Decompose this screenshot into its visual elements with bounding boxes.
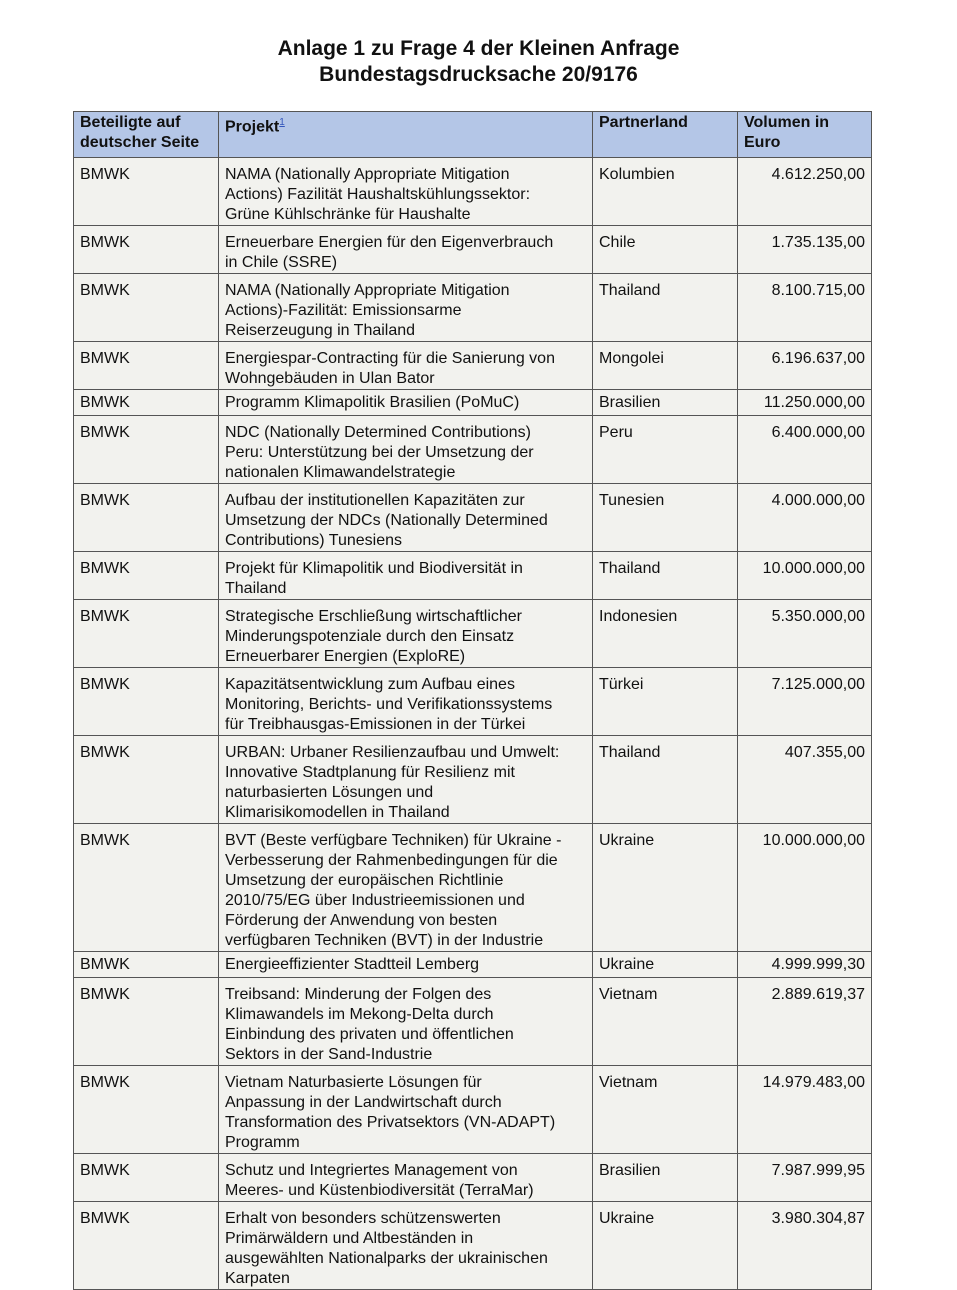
table-row xyxy=(74,600,872,668)
table-row xyxy=(74,668,872,736)
table-row xyxy=(74,1154,872,1202)
document-title-line-1: Anlage 1 zu Frage 4 der Kleinen Anfrage xyxy=(277,37,680,60)
cell-project: Programm Klimapolitik Brasilien (PoMuC) xyxy=(219,390,593,416)
cell-actor: BMWK xyxy=(74,416,219,484)
cell-actor: BMWK xyxy=(74,484,219,552)
cell-actor: BMWK xyxy=(74,158,219,226)
cell-project: NDC (Nationally Determined Contributions) Peru: Unterstützung bei der Umsetzung der nationalen Klimawandelstrategie xyxy=(219,416,593,484)
table-row xyxy=(74,484,872,552)
cell-actor: BMWK xyxy=(74,342,219,390)
cell-project: Energieeffizienter Stadtteil Lemberg xyxy=(219,952,593,978)
cell-country: Thailand xyxy=(593,736,738,824)
cell-country: Vietnam xyxy=(593,1066,738,1154)
cell-project: Schutz und Integriertes Management von Meeres- und Küstenbiodiversität (TerraMar) xyxy=(219,1154,593,1202)
cell-volume: 14.979.483,00 xyxy=(738,1066,872,1154)
cell-country: Tunesien xyxy=(593,484,738,552)
cell-project: NAMA (Nationally Appropriate Mitigation Actions) Fazilität Haushaltskühlungssektor: Grüne Kühlschränke für Haushalte xyxy=(219,158,593,226)
cell-project: Erneuerbare Energien für den Eigenverbrauch in Chile (SSRE) xyxy=(219,226,593,274)
cell-project: Erhalt von besonders schützenswerten Primärwäldern und Altbeständen in ausgewählten Nationalparks der ukrainischen Karpaten xyxy=(219,1202,593,1290)
cell-volume: 4.000.000,00 xyxy=(738,484,872,552)
table-row xyxy=(74,1066,872,1154)
cell-volume: 1.735.135,00 xyxy=(738,226,872,274)
table-row xyxy=(74,552,872,600)
table-row xyxy=(74,274,872,342)
cell-country: Ukraine xyxy=(593,824,738,952)
cell-project: NAMA (Nationally Appropriate Mitigation Actions)-Fazilität: Emissionsarme Reiserzeugung in Thailand xyxy=(219,274,593,342)
cell-actor: BMWK xyxy=(74,1202,219,1290)
cell-country: Brasilien xyxy=(593,390,738,416)
cell-country: Brasilien xyxy=(593,1154,738,1202)
cell-actor: BMWK xyxy=(74,552,219,600)
cell-actor: BMWK xyxy=(74,274,219,342)
cell-volume: 3.980.304,87 xyxy=(738,1202,872,1290)
table-row xyxy=(74,342,872,390)
table-row xyxy=(74,158,872,226)
cell-country: Kolumbien xyxy=(593,158,738,226)
cell-country: Türkei xyxy=(593,668,738,736)
table-row xyxy=(74,1202,872,1290)
table-header-row xyxy=(74,112,872,158)
cell-volume: 8.100.715,00 xyxy=(738,274,872,342)
header-project xyxy=(219,112,593,158)
table-row xyxy=(74,226,872,274)
cell-project: URBAN: Urbaner Resilienzaufbau und Umwelt: Innovative Stadtplanung für Resilienz mit naturbasierten Lösungen und Klimarisikomodellen in Thailand xyxy=(219,736,593,824)
cell-actor: BMWK xyxy=(74,978,219,1066)
cell-actor: BMWK xyxy=(74,1066,219,1154)
cell-project: BVT (Beste verfügbare Techniken) für Ukraine - Verbesserung der Rahmenbedingungen für die Umsetzung der europäischen Richtlinie 2010/75/EG über Industrieemissionen und Förderung der Anwendung von besten verfügbaren Techniken (BVT) in der Industrie xyxy=(219,824,593,952)
cell-actor: BMWK xyxy=(74,600,219,668)
cell-volume: 5.350.000,00 xyxy=(738,600,872,668)
cell-project: Strategische Erschließung wirtschaftlicher Minderungspotenziale durch den Einsatz Erneuerbarer Energien (ExploRE) xyxy=(219,600,593,668)
cell-actor: BMWK xyxy=(74,668,219,736)
cell-country: Thailand xyxy=(593,552,738,600)
table-row xyxy=(74,416,872,484)
cell-project: Energiespar-Contracting für die Sanierung von Wohngebäuden in Ulan Bator xyxy=(219,342,593,390)
cell-country: Vietnam xyxy=(593,978,738,1066)
cell-volume: 2.889.619,37 xyxy=(738,978,872,1066)
cell-volume: 7.125.000,00 xyxy=(738,668,872,736)
cell-volume: 7.987.999,95 xyxy=(738,1154,872,1202)
cell-volume: 6.196.637,00 xyxy=(738,342,872,390)
cell-country: Ukraine xyxy=(593,1202,738,1290)
cell-country: Chile xyxy=(593,226,738,274)
cell-volume: 6.400.000,00 xyxy=(738,416,872,484)
cell-volume: 407.355,00 xyxy=(738,736,872,824)
cell-actor: BMWK xyxy=(74,226,219,274)
cell-project: Aufbau der institutionellen Kapazitäten zur Umsetzung der NDCs (Nationally Determined Contributions) Tunesiens xyxy=(219,484,593,552)
cell-volume: 10.000.000,00 xyxy=(738,552,872,600)
table-row xyxy=(74,978,872,1066)
cell-actor: BMWK xyxy=(74,390,219,416)
cell-project: Projekt für Klimapolitik und Biodiversität in Thailand xyxy=(219,552,593,600)
cell-country: Peru xyxy=(593,416,738,484)
cell-country: Thailand xyxy=(593,274,738,342)
cell-actor: BMWK xyxy=(74,824,219,952)
header-actor: Beteiligte auf deutscher Seite xyxy=(74,112,219,158)
table-row xyxy=(74,952,872,978)
cell-project: Kapazitätsentwicklung zum Aufbau eines Monitoring, Berichts- und Verifikationssystems für Treibhausgas-Emissionen in der Türkei xyxy=(219,668,593,736)
document-title-line-2: Bundestagsdrucksache 20/9176 xyxy=(319,63,638,86)
header-volume: Volumen in Euro xyxy=(738,112,872,158)
table-row xyxy=(74,736,872,824)
table-row xyxy=(74,824,872,952)
cell-actor: BMWK xyxy=(74,952,219,978)
header-project-label: Projekt xyxy=(225,118,280,136)
header-country: Partnerland xyxy=(593,112,738,158)
cell-actor: BMWK xyxy=(74,736,219,824)
cell-country: Ukraine xyxy=(593,952,738,978)
projects-table xyxy=(73,111,872,1290)
cell-project: Vietnam Naturbasierte Lösungen für Anpassung in der Landwirtschaft durch Transformation des Privatsektors (VN-ADAPT) Programm xyxy=(219,1066,593,1154)
cell-volume: 11.250.000,00 xyxy=(738,390,872,416)
cell-actor: BMWK xyxy=(74,1154,219,1202)
cell-volume: 10.000.000,00 xyxy=(738,824,872,952)
cell-project: Treibsand: Minderung der Folgen des Klimawandels im Mekong-Delta durch Einbindung des privaten und öffentlichen Sektors in der Sand-Industrie xyxy=(219,978,593,1066)
table-row xyxy=(74,390,872,416)
cell-volume: 4.612.250,00 xyxy=(738,158,872,226)
cell-country: Indonesien xyxy=(593,600,738,668)
cell-country: Mongolei xyxy=(593,342,738,390)
cell-volume: 4.999.999,30 xyxy=(738,952,872,978)
footnote-link[interactable]: 1 xyxy=(279,117,285,128)
